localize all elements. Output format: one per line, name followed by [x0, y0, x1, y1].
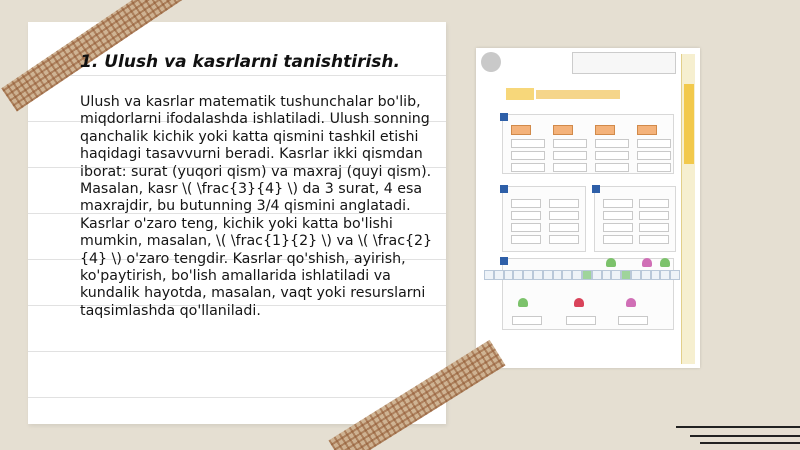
section-number-marker	[500, 113, 508, 121]
answer-box	[566, 316, 596, 325]
frog-icon	[642, 258, 652, 267]
page-side-tab	[681, 54, 695, 364]
answer-box	[618, 316, 648, 325]
decorative-line	[690, 435, 800, 437]
frog-icon	[606, 258, 616, 267]
page-number-circle	[481, 52, 501, 72]
frog-icon	[660, 258, 670, 267]
exercise-section-3	[594, 186, 676, 252]
lesson-banner	[506, 88, 534, 100]
decorative-line	[700, 442, 800, 444]
number-line	[484, 270, 680, 280]
lesson-stripe	[536, 90, 620, 99]
frog-icon	[626, 298, 636, 307]
instruction-callout	[572, 52, 676, 74]
exercise-section-1	[502, 114, 674, 174]
textbook-page-image	[476, 48, 700, 368]
frog-icon	[574, 298, 584, 307]
frog-icon	[518, 298, 528, 307]
slide-body-text: Ulush va kasrlar matematik tushunchalar bo'lib, miqdorlarni ifodalashda ishlatiladi. Ulush sonning qanchalik kichik yoki katta qismini tashkil etishi haqidagi tasavvurni beradi. Kasrlar ikki qismdan iborat: surat (yuqori qism) va maxraj (quyi qism). Masalan, kasr \( \frac{3}{4} \) da 3 surat, 4 esa maxrajdir, bu butunning 3/4 qismini anglatadi. Kasrlar o'zaro teng, kichik yoki katta bo'lishi mumkin, masalan, \( \frac{1}{2} \) va \( \frac{2}{4} \) o'zaro tengdir. Kasrlar qo'shish, ayirish, ko'paytirish, bo'lish amallarida ishlatiladi va kundalik hayotda, masalan, vaqt yoki resurslarni taqsimlashda qo'llaniladi.	[80, 94, 433, 319]
exercise-section-2	[502, 186, 586, 252]
decorative-line	[676, 426, 800, 428]
answer-box	[512, 316, 542, 325]
slide-title: 1. Ulush va kasrlarni tanishtirish.	[80, 52, 400, 72]
